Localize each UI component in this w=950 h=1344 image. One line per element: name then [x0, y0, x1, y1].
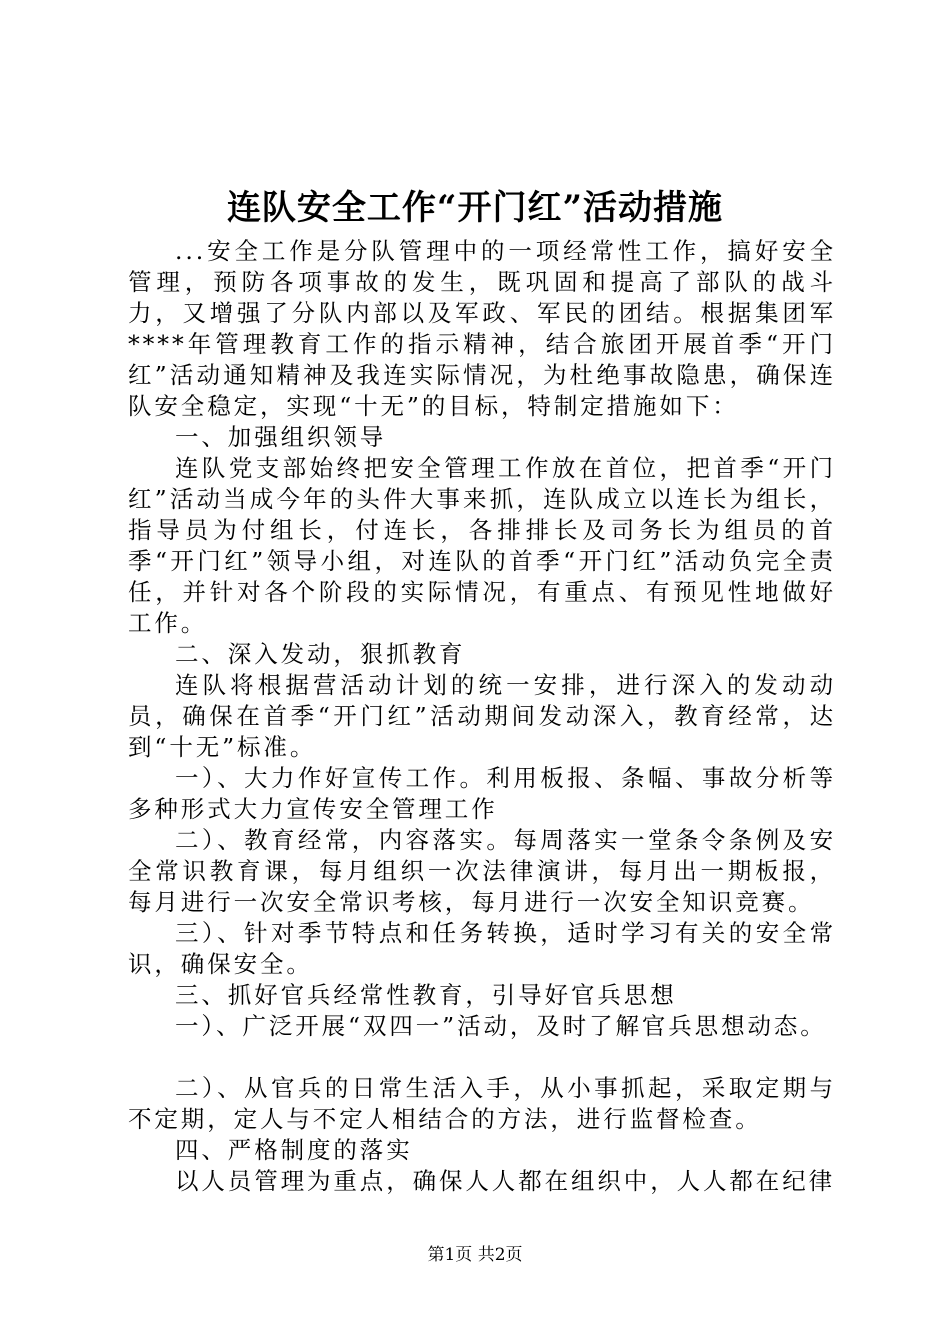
- document-title: 连队安全工作“开门红”活动措施: [226, 188, 724, 228]
- section-heading-3: 三、抓好官兵经常性教育，引导好官兵思想: [175, 981, 677, 1009]
- section-heading-1: 一、加强组织领导: [175, 423, 387, 451]
- paragraph-item-daily-life: 二）、从官兵的日常生活入手，从小事抓起，采取定期与不定期，定人与不定人相结合的方法，进行监督检查。: [128, 1074, 836, 1133]
- paragraph-mobilization: 连队将根据营活动计划的统一安排，进行深入的发动动员，确保在首季“开门红”活动期间发动深入，教育经常，达到“十无”标准。: [128, 671, 836, 761]
- paragraph-item-education: 二）、教育经常，内容落实。每周落实一堂条令条例及安全常识教育课，每月组织一次法律演讲，每月出一期板报，每月进行一次安全常识考核，每月进行一次安全知识竞赛。: [128, 826, 836, 916]
- paragraph-item-double-four-one: 一）、广泛开展“双四一”活动，及时了解官兵思想动态。: [175, 1012, 827, 1040]
- page-footer: 第1页 共2页: [427, 1245, 523, 1265]
- paragraph-organization: 连队党支部始终把安全管理工作放在首位，把首季“开门红”活动当成今年的头件大事来抓，连队成立以连长为组长，指导员为付组长，付连长，各排排长及司务长为组员的首季“开门红”领导小组，对连队的首季“开门红”活动负完全责任，并针对各个阶段的实际情况，有重点、有预见性地做好工作。: [128, 454, 836, 637]
- paragraph-personnel: 以人员管理为重点，确保人人都在组织中，人人都在纪律: [175, 1167, 835, 1195]
- document-body: [128, 236, 836, 1197]
- paragraph-item-publicity: 一）、大力作好宣传工作。利用板报、条幅、事故分析等多种形式大力宣传安全管理工作: [128, 764, 836, 823]
- paragraph-item-seasonal: 三）、针对季节特点和任务转换，适时学习有关的安全常识，确保安全。: [128, 919, 836, 978]
- section-heading-2: 二、深入发动，狠抓教育: [175, 640, 466, 668]
- section-heading-4: 四、严格制度的落实: [175, 1136, 413, 1164]
- paragraph-intro: ...安全工作是分队管理中的一项经常性工作，搞好安全管理，预防各项事故的发生，既巩固和提高了部队的战斗力，又增强了分队内部以及军政、军民的团结。根据集团军****年管理教育工作的指示精神，结合旅团开展首季“开门红”活动通知精神及我连实际情况，为杜绝事故隐患，确保连队安全稳定，实现“十无”的目标，特制定措施如下：: [128, 237, 836, 420]
